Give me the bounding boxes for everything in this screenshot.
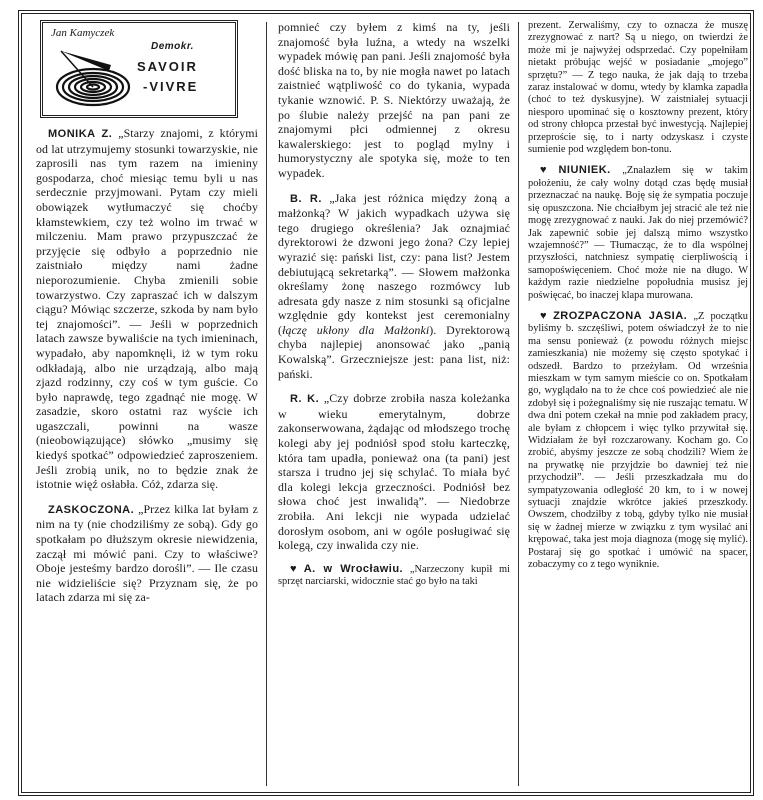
letter-jasia [528, 310, 748, 572]
magazine-column-page [18, 10, 754, 796]
letter-signature: MONIKA Z. [48, 128, 113, 140]
series-label: Demokr. [151, 41, 194, 52]
letter-monika [36, 126, 258, 492]
column-divider [518, 22, 519, 786]
letter-rk [278, 391, 510, 553]
letter-signature: A. w Wrocławiu. [303, 562, 404, 575]
letter-zaskoczona [36, 502, 258, 605]
author-name: Jan Kamyczek [51, 27, 115, 39]
column-divider [266, 22, 267, 786]
heart-bullet-icon: ♥ [540, 164, 556, 177]
letter-text: „Starzy znajomi, z którymi od lat utrzymujemy stosunki towarzyskie, nie zaprosili nas tym razem na imieniny gospodarza, choć miesiąc temu byli u nas serdecznie przyjmowani. Pytam czy mieli obowiązek wytłumaczyć się choćby kłamstewkiem, czy też wolno im trwać w milczeniu. Mam prawo przypuszczać że przyjęcie się odbyło a poprzednio nie zaistniało między nami żadne nieporozumienie. Chyba zmienili sobie towarzystwo. Czy zapraszać ich w dalszym ciągu? Mówiąc szczerze, szkoda by nam było tej znajomości”. — Jeśli w poprzednich latach zawsze bywaliście na tych imieninach, wypadało, aby napomknęli, iż w tym roku odkładają, albo nie urządzają, albo mają zjazd rodzinny, czy coś w tym guście. Co było naprawdę, tego zgadnąć nie mogę. W zasadzie, skoro ostatni raz wyście ich ugaszczali, powinni na wasze (nieobowiązujące) słówko „musimy się kiedyś spotkać” odpowiedzieć zaproszeniem. Jeśli zrobią unik, no to będzie znak że istotnie więź osłabła. Cóż, zdarza się. [36, 126, 258, 492]
letter-text: „Z początku byliśmy b. szczęśliwi, potem oświadczył że to nie ma sensu ponieważ (z powodu różnych miejsc zamieszkania) nie możemy się często spotykać i odszedł. Bardzo to przeżyłam. Od września mieszkam w tym samym mieście co on. Spotkałam go, wyglądało na to że chce coś powiedzieć ale nie zdobył się i pożegnaliśmy się nie ruszając tematu. W dwa dni potem czekał na mnie pod zakładem pracy, ale byłam z chłopcem i więc tylko przywitał się. Widziałam że był rozczarowany. Kocham go. Co zrobić, abyśmy jeszcze ze sobą chodzili? Wiem że na prywatkę nie przyjdzie bo dawniej też nie przychodził”. — Jeśli przeszkadzała mu do sympatyzowania odległość 20 km, to i w nowej sytuacji znajdzie wkrótce jakieś przeszkody. Owszem, chodziłby z tobą, gdyby tylko nie musiał się w żadnej mierze w związku z tym wysilać ani krępować, taka jest moja diagnoza (mogę się mylić). Postaraj się go spotkać i umówić na spacer, zobaczymy co z tego wyniknie. [528, 310, 748, 571]
letter-niuniek [528, 164, 748, 301]
letter-continuation: prezent. Zerwaliśmy, czy to oznacza że muszę zrezygnować z nart? Są u niego, on twierdzi że może mi je najwyżej odsprzedać. Czy popełniłam nietakt próbując wejść w posiadanie „mojego” sprzętu?” — Z tego nauka, że jak dają to trzeba zaraz instalować w domu, wtedy by klamka zapadła (choć to też dyskusyjne). W zaistniałej sytuacji niesporo upominać się o kosztowny prezent, który od strony chłopca przestał być inwestycją. Najlepiej przeproście się, to i narty odzyskasz i czyste sumienie pod względem bon-tonu. [528, 20, 748, 156]
letter-continuation: pomnieć czy byłem z kimś na ty, jeśli znajomość była luźna, a wtedy na wszelki wypadek mówię pan pani. Jeśli znajomość była dość bliska na to, by nie mogła nawet po latach zaistnieć wątpliwość co do tykania, wypada tykanie wznowić. P. S. Niektórzy uważają, że po ślubie należy przejść na pan pani ze znajomymi płci odmiennej z okresu kawalerskiego: jest to pogląd mylny i humorystyczny ale spotyka się, może to ten wypadek. [278, 20, 510, 180]
column-2 [278, 20, 510, 589]
column-1 [36, 20, 258, 605]
column-3 [528, 20, 748, 571]
heart-bullet-icon: ♥ [290, 562, 301, 575]
letter-signature: R. K. [290, 393, 320, 406]
letter-signature: NIUNIEK. [558, 164, 611, 177]
letter-text: „Narzeczony kupił mi sprzęt narciarski, widocznie stać go było na taki [278, 563, 510, 588]
letter-text: „Jaka jest różnica między żoną a małżonką? W jakich wypadkach używa się tego drugiego określenia? Jak oznajmiać dyrektorowi że dzwoni jego żona? Czy lepiej wyrazić się: pański list, czy: pana list? Jestem debiutującą sekretarką”. — Słowem małżonka określamy żonę naszego rozmówcy lub adresata gdy nasze z nim stosunki są oficjalne względnie gdy kontekst jest ceremonialny ( [278, 190, 510, 337]
letter-signature: B. R. [290, 192, 322, 205]
letter-text: „Znalazłem się w takim położeniu, że cały wolny dotąd czas będę musiał przeznaczać na naukę. Boję się że sympatia poczuje się opuszczona. Nie chciałbym jej stracić ale też nie mogę zrezygnować z nauki. Jak do niej przemówić? Jak zapewnić sobie jej dalszą mimo wszystko wzajemność?” — Tłumacząc, że to dla wspólnej przyszłości, natchniesz sympatię cierpliwością i samopoświęceniem. Choć może nie na długo. W każdym razie niedzielne popołudnia musisz jej poświęcać, bo inaczej klapa murowana. [528, 165, 748, 301]
letter-wroclaw [278, 563, 510, 589]
column-title: SAVOIR [137, 59, 198, 74]
column-title-2: -VIVRE [143, 79, 199, 94]
letter-text: ). Dyrektorową chyba najlepiej anonsować jako „panią Kowalską”. Grzeczniejsze jest: pana list, niż: pański. [278, 322, 510, 381]
letter-signature: ZROZPACZONA JASIA. [553, 309, 688, 322]
letter-br [278, 191, 510, 382]
spiral-logo-icon [53, 43, 133, 113]
letter-italic-quote: łączę ukłony dla Małżonki [282, 322, 430, 337]
letter-text: „Czy dobrze zrobiła nasza koleżanka w wieku emerytalnym, dobrze zakonserwowana, żądając od młodszego trochę kolegi aby jej podniósł spod stołu karteczkę, która tam upadła, ponieważ ona (ta pani) jest starsza i trudno jej się schylać. To miała być dla kolegi lekcja grzeczności. Podniósł bez słowa choć jest inwalidą”. — Niedobrze zrobiła. Ani lekcji nie wypada udzielać dorosłym osobom, ani w ogóle posługiwać się kolegą, czy inwalida czy nie. [278, 391, 510, 553]
heart-bullet-icon: ♥ [540, 309, 551, 322]
letter-text: „Przez kilka lat byłam z nim na ty (nie chodziliśmy ze sobą). Gdy go spotkałam po dłuższym okresie niewidzenia, zaczął mi mówić pani. Czy to właściwe? Oboje jesteśmy bardzo dorośli”. — Ile czasu nie widzieliście się? Przyznam się, że po latach zdarza mi się za- [36, 501, 258, 605]
letter-signature: ZASKOCZONA. [48, 503, 135, 516]
header-box [40, 20, 238, 118]
